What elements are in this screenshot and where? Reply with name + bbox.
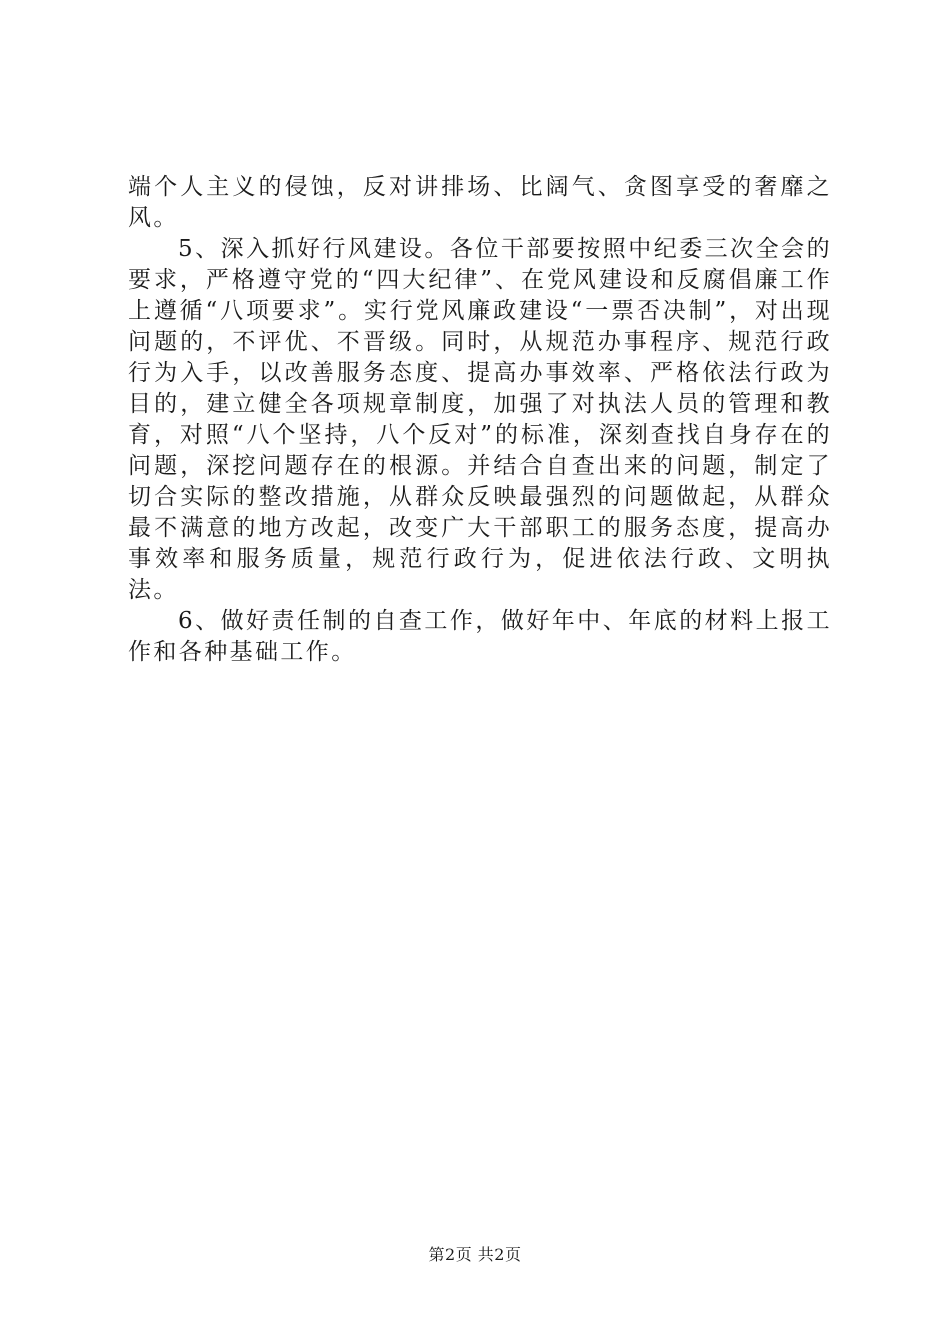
paragraph-continuation: 端个人主义的侵蚀，反对讲排场、比阔气、贪图享受的奢靡之风。 (128, 174, 832, 231)
page-number-label: 第2页 共2页 (428, 1245, 522, 1264)
document-body (128, 172, 832, 668)
paragraph-item-6: 6、做好责任制的自查工作，做好年中、年底的材料上报工作和各种基础工作。 (128, 608, 832, 665)
page-footer (0, 1245, 950, 1265)
paragraph-item-5: 5、深入抓好行风建设。各位干部要按照中纪委三次全会的要求，严格遵守党的“四大纪律”、在党风建设和反腐倡廉工作上遵循“八项要求”。实行党风廉政建设“一票否决制”，对出现问题的，不评优、不晋级。同时，从规范办事程序、规范行政行为入手，以改善服务态度、提高办事效率、严格依法行政为目的，建立健全各项规章制度，加强了对执法人员的管理和教育，对照“八个坚持，八个反对”的标准，深刻查找自身存在的问题，深挖问题存在的根源。并结合自查出来的问题，制定了切合实际的整改措施，从群众反映最强烈的问题做起，从群众最不满意的地方改起，改变广大干部职工的服务态度，提高办事效率和服务质量，规范行政行为，促进依法行政、文明执法。 (128, 236, 832, 603)
